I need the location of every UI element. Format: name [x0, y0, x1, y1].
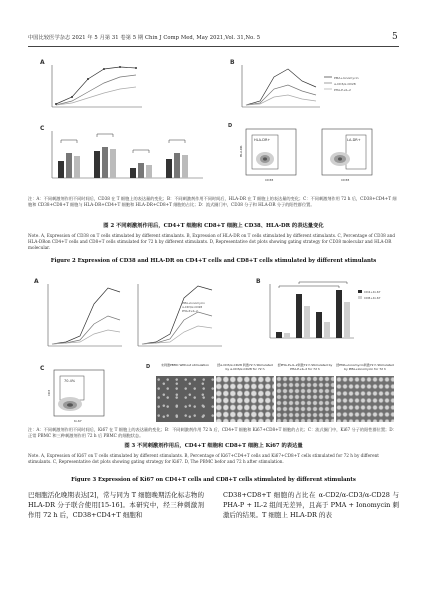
- micrograph-3: [276, 364, 334, 424]
- fig2-flow-label-1: HLA-DR+: [254, 138, 271, 142]
- fig2-panel-c-label: C: [40, 125, 45, 132]
- fig2-legend-2: α-CD3/α-CD28: [334, 82, 356, 86]
- fig3-panel-c-flow: [40, 364, 110, 426]
- fig2-legend-3: PHA-P+IL-2: [334, 88, 351, 92]
- fig2-flow-ylabel: HLA-DR: [239, 145, 243, 157]
- fig3-caption-en: Figure 3 Expression of Ki67 on CD4+T cells and CD8+T cells stimulated by different stimulants: [71, 477, 356, 483]
- fig3-flow-gate: 70.4%: [64, 379, 76, 383]
- micrograph-2-title: 经α-CD3/α-CD28 刺激72 h Stimulated by α-CD3/α-CD28 for 72 h: [217, 363, 273, 371]
- fig2-note-en: Note. A, Expression of CD38 on T cells stimulated by different stimulants. B, Expression of HLA-DR on T cells stimulated by different stimulants. C, Percentage of CD38 and HLA-DRon CD4+T cells and CD8+T cells stimulated for 72 h by different stimulants. D, Representative dot plots showing gating strategy for CD38 molecular and HLA-DR molecular.: [28, 233, 396, 251]
- fig3-note-en: Note. A, Expression of Ki67 on T cells stimulated by different stimulants. B, Percentage of Ki67+CD4+T cells and Ki67+CD8+T cells stimulated for 72 h by different stimulants. C, Representative dot plots showing gating strategy for Ki67. D, The PBMC befor and 72 h after stimulation.: [28, 453, 379, 465]
- fig2-caption-cn: 图 2 不同刺激剂作用后，CD4+T 细胞和 CD8+T 细胞上 CD38、HLA-DR 的表达量变化: [103, 223, 324, 229]
- fig3-panel-a-label: A: [34, 278, 39, 285]
- fig3-panel-b-label: B: [256, 278, 261, 285]
- fig3-legend-b-1: CD4+Ki-67: [364, 290, 381, 294]
- fig3-legend-1: PMA+Ionomycin: [182, 301, 205, 305]
- fig2-caption-en: Figure 2 Expression of CD38 and HLA-DR on CD4+T cells and CD8+T cells stimulated by different stimulants: [50, 258, 377, 264]
- fig2-panel-d-label: D: [228, 123, 233, 129]
- fig3-panel-d-label: D: [146, 364, 151, 370]
- body-left-column: 巴细胞活化晚期表达[2]，常与同为 T 细胞晚期活化标志物的 HLA-DR 分子联合使用[15-16]。本研究中，经三种刺激剂作用 72 h 后，CD38+CD4+T 细胞和: [28, 491, 204, 519]
- fig2-panel-c-chart: [38, 123, 208, 191]
- page-number: 5: [392, 32, 398, 42]
- fig3-legend-3: PHA-P+IL-2: [182, 309, 198, 313]
- micrograph-1: [156, 364, 214, 424]
- fig2-panel-a-label: A: [40, 59, 45, 66]
- fig2-panel-a-chart: [38, 57, 148, 117]
- fig2-panel-b-chart: [228, 57, 378, 117]
- fig3-panel-c-label: C: [40, 365, 45, 372]
- micrograph-1-title: 未刺激PBMC Without stimulation: [161, 363, 209, 367]
- fig3-flow-xlabel: Ki-67: [74, 419, 82, 423]
- fig2-flow-xlabel-2: CD38: [341, 178, 350, 182]
- fig3-note-cn: 注：A：不同刺激剂作用不同时间后，Ki67 在 T 细胞上的表达量的变化；B：不同刺激剂作用 72 h 后，CD4+T 细胞和 Ki67+CD8+T 细胞的占比；C：流式圈门中，Ki67 分子的阳性群位置；D：正常 PBMC 和三种刺激剂作用 72 h 后 PBMC 的细胞状态。: [28, 427, 397, 439]
- fig2-legend-1: PMA+Ionomycin: [334, 76, 359, 80]
- body-right-column: CD38+CD8+T 细胞的占比在 α-CD2/α-CD3/α-CD28 与 PHA-P + IL-2 组间无差异，且高于 PMA + Ionomycin 刺激后的结果。T 细胞上 HLA-DR 的表: [223, 491, 399, 519]
- fig2-flow-plot-1: [240, 127, 300, 183]
- fig3-caption-cn: 图 3 不同刺激剂作用后，CD4+T 细胞和 CD8+T 细胞上 Ki67 的表达量: [124, 443, 303, 449]
- micrograph-2: [216, 364, 274, 424]
- micrograph-4-title: 经PMA+Ionomycin刺激72 h Stimulated by PMA+Ionomycin for 72 h: [336, 363, 394, 371]
- fig2-note-cn: 注：A：不同刺激剂作用不同时间后，CD38 在 T 细胞上的表达量的变化；B：不同刺激剂作用不同时间后，HLA-DR 在 T 细胞上的表达量的变化；C：不同刺激剂作用 72 h 后，CD38+CD4+T 细胞和 CD38+CD8+T 细胞与 HLA-DR+CD4+T 细胞和 HLA-DR+CD8+T 细胞的占比；D：流式圈门中，CD38 分子和 HLA-DR 分子的阳性群位置。: [28, 196, 397, 208]
- running-title: 中国比较医学杂志 2021 年 5 月第 31 卷第 5 期 Chin J Comp Med, May 2021,Vol. 31,No. 5: [28, 35, 261, 41]
- figure-2: [28, 55, 399, 195]
- fig3-panel-b-chart: [254, 276, 394, 356]
- fig3-panel-a-chart: [32, 276, 232, 356]
- fig3-flow-ylabel: CD3: [47, 389, 51, 396]
- micrograph-4: [336, 364, 394, 424]
- fig2-panel-b-label: B: [230, 59, 235, 66]
- figure-3: [28, 274, 399, 424]
- fig2-panel-d: [228, 123, 388, 191]
- fig3-legend-b-2: CD8+Ki-67: [364, 296, 381, 300]
- header-rule: [28, 46, 399, 47]
- fig3-panel-d: [146, 363, 396, 426]
- fig3-legend-2: α-CD3/α-CD28: [182, 305, 203, 309]
- fig2-flow-label-2: LA-DR+: [347, 138, 361, 142]
- fig2-flow-xlabel-1: CD38: [265, 178, 274, 182]
- micrograph-3-title: 经PHA-P+IL-2刺激72 h Stimulated by PHA-P+IL-2 for 72 h: [277, 363, 333, 371]
- fig2-flow-plot-2: [316, 127, 376, 183]
